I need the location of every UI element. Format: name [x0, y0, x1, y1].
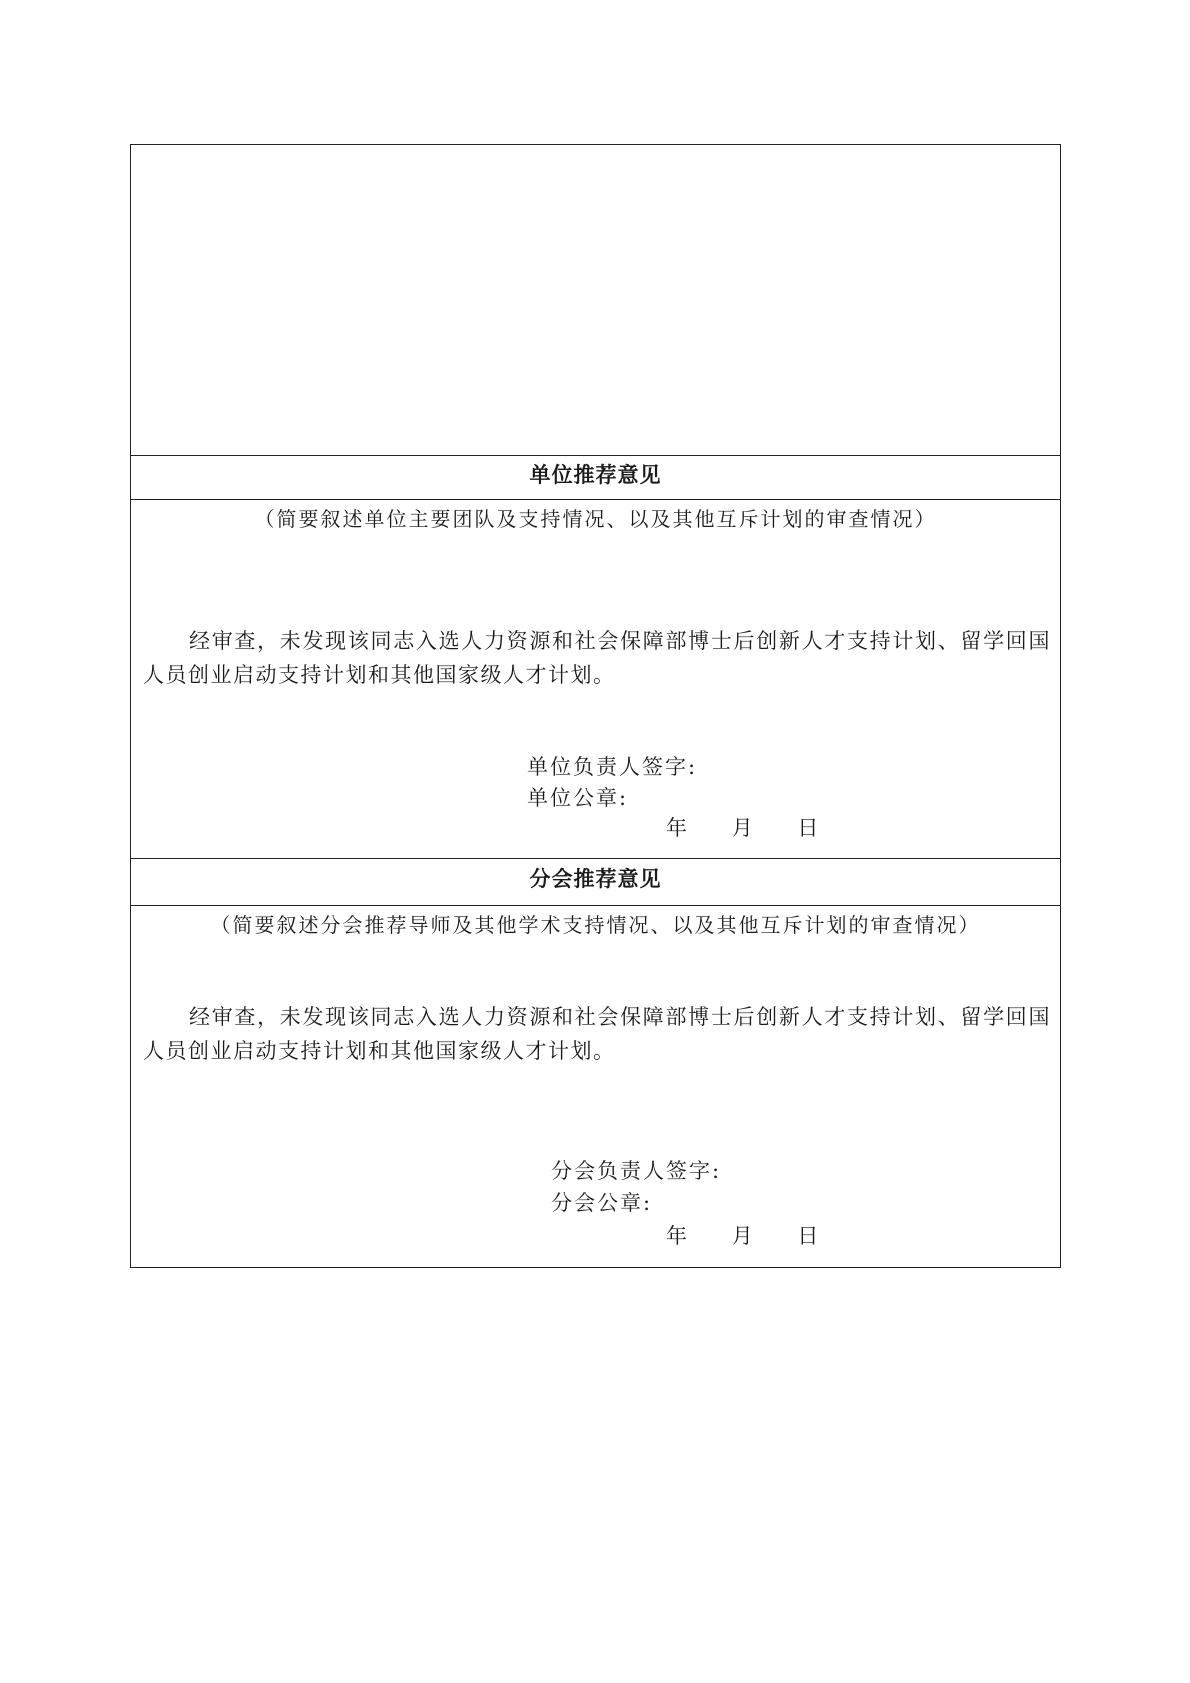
unit-section-title: 单位推荐意见 — [529, 463, 662, 487]
branch-date-year: 年 — [666, 1224, 687, 1248]
recommendation-form-table — [130, 144, 1061, 1268]
unit-date-year: 年 — [666, 816, 687, 840]
branch-date-month: 月 — [731, 1224, 753, 1248]
branch-review-statement: 经审查，未发现该同志入选人力资源和社会保障部博士后创新人才支持计划、留学回国人员创业启动支持计划和其他国家级人才计划。 — [143, 1005, 1051, 1063]
unit-review-statement: 经审查，未发现该同志入选人力资源和社会保障部博士后创新人才支持计划、留学回国人员创业启动支持计划和其他国家级人才计划。 — [143, 629, 1051, 687]
table-divider — [131, 499, 1060, 500]
table-divider — [131, 455, 1060, 456]
unit-date-month: 月 — [731, 816, 753, 840]
table-divider — [131, 905, 1060, 906]
branch-section-title: 分会推荐意见 — [529, 867, 662, 891]
table-divider — [131, 858, 1060, 859]
unit-date-day: 日 — [797, 816, 819, 840]
unit-seal-label: 单位公章: — [527, 786, 629, 810]
branch-date-day: 日 — [797, 1224, 819, 1248]
unit-date-line — [666, 812, 818, 842]
blank-content-cell — [131, 145, 1060, 455]
unit-signature-label: 单位负责人签字: — [527, 755, 698, 779]
unit-section-note: （简要叙述单位主要团队及支持情况、以及其他互斥计划的审查情况） — [254, 507, 937, 531]
branch-signature-label: 分会负责人签字: — [551, 1159, 722, 1183]
branch-section-note: （简要叙述分会推荐导师及其他学术支持情况、以及其他互斥计划的审查情况） — [210, 913, 981, 937]
branch-seal-label: 分会公章: — [551, 1191, 653, 1215]
branch-date-line — [666, 1220, 818, 1250]
